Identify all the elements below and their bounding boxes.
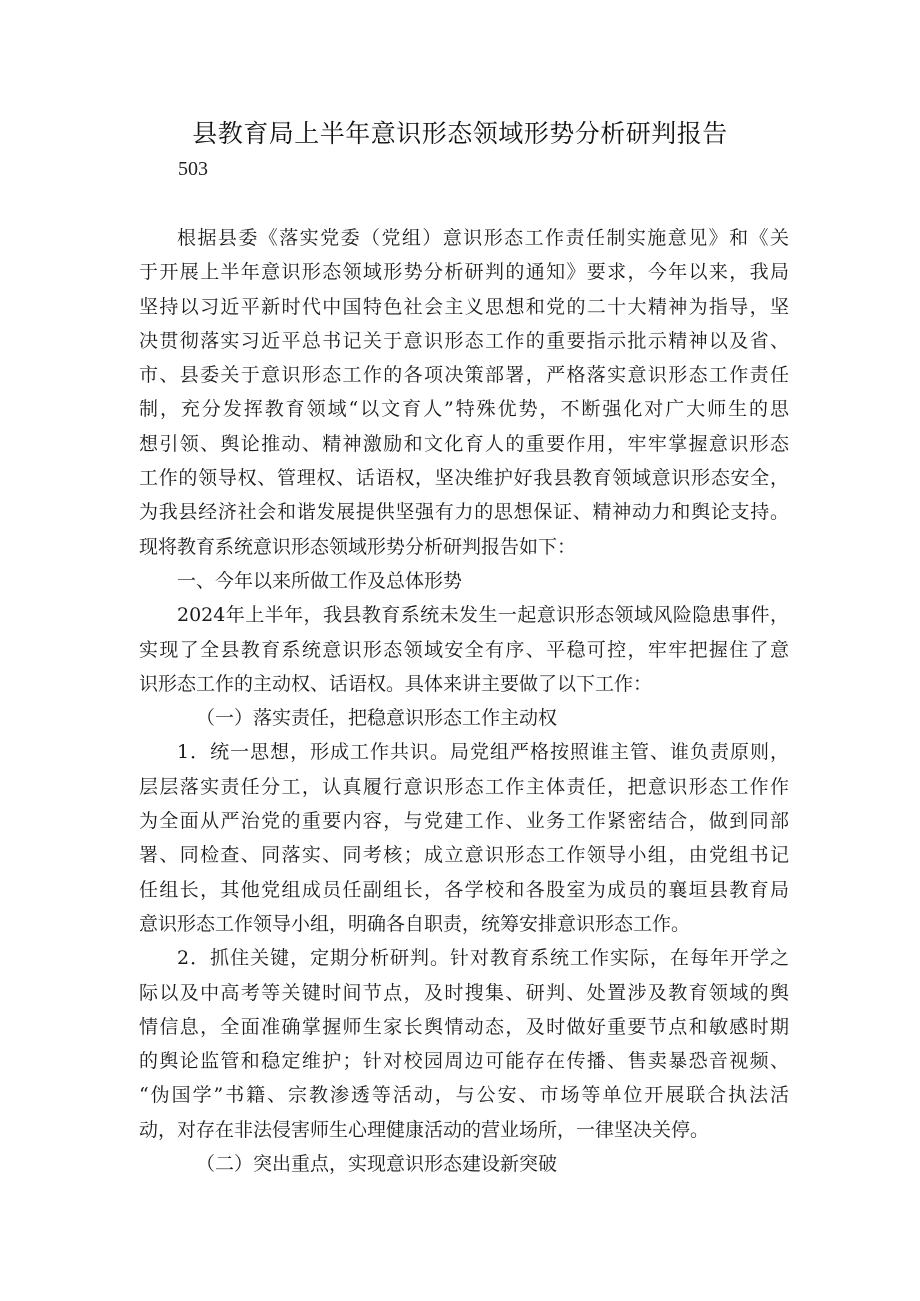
paragraph-line: 根据县委《落实党委（党组）意识形态工作责任制实施意见》和《关 [177,227,789,249]
paragraph-line: 市、县委关于意识形态工作的各项决策部署，严格落实意识形态工作责任 [139,364,789,387]
subsection-heading: （一）落实责任，把稳意识形态工作主动权 [196,707,558,730]
paragraph-line: 坚持以习近平新时代中国特色社会主义思想和党的二十大精神为指导，坚 [139,295,789,318]
paragraph-line: 决贯彻落实习近平总书记关于意识形态工作的重要指示批示精神以及省、 [139,329,789,352]
document-title: 县教育局上半年意识形态领域形势分析研判报告 [192,119,728,148]
paragraph-line: 情信息，全面准确掌握师生家长舆情动态，及时做好重要节点和敏感时期 [139,1015,789,1038]
paragraph-line: 想引领、舆论推动、精神激励和文化育人的重要作用，牢牢掌握意识形态 [139,432,789,455]
paragraph-line: 动，对存在非法侵害师生心理健康活动的营业场所，一律坚决关停。 [139,1118,710,1141]
paragraph-line: 于开展上半年意识形态领域形势分析研判的通知》要求，今年以来，我局 [139,261,789,284]
paragraph-line: 实现了全县教育系统意识形态领域安全有序、平稳可控，牢牢把握住了意 [139,638,789,661]
paragraph-line: 现将教育系统意识形态领域形势分析研判报告如下： [139,535,577,558]
paragraph-line: 的舆论监管和稳定维护；针对校园周边可能存在传播、售卖暴恐音视频、 [139,1050,789,1073]
paragraph-line: 任组长，其他党组成员任副组长，各学校和各股室为成员的襄垣县教育局 [139,878,789,901]
subsection-heading: （二）突出重点，实现意识形态建设新突破 [196,1153,558,1176]
paragraph-line: 制，充分发挥教育领域“以文育人”特殊优势，不断强化对广大师生的思 [139,398,789,421]
paragraph-line: 1．统一思想，形成工作共识。局党组严格按照谁主管、谁负责原则， [177,741,789,764]
document-number: 503 [178,158,208,180]
paragraph-line: 2024年上半年，我县教育系统未发生一起意识形态领域风险隐患事件， [177,604,789,627]
section-heading: 一、今年以来所做工作及总体形势 [177,569,463,592]
paragraph-line: 2．抓住关键，定期分析研判。针对教育系统工作实际，在每年开学之 [177,947,789,970]
paragraph-line: 层层落实责任分工，认真履行意识形态工作主体责任，把意识形态工作作 [139,775,789,798]
paragraph-line: 工作的领导权、管理权、话语权，坚决维护好我县教育领域意识形态安全， [139,467,789,490]
paragraph-line: 际以及中高考等关键时间节点，及时搜集、研判、处置涉及教育领域的舆 [139,981,789,1004]
document-body [139,221,789,1181]
paragraph-line: 署、同检查、同落实、同考核；成立意识形态工作领导小组，由党组书记 [139,844,789,867]
paragraph-line: “伪国学”书籍、宗教渗透等活动，与公安、市场等单位开展联合执法活 [139,1084,789,1107]
paragraph-line: 为全面从严治党的重要内容，与党建工作、业务工作紧密结合，做到同部 [139,810,789,833]
paragraph-line: 识形态工作的主动权、话语权。具体来讲主要做了以下工作： [139,672,653,695]
paragraph-line: 意识形态工作领导小组，明确各自职责，统筹安排意识形态工作。 [139,912,691,935]
paragraph-line: 为我县经济社会和谐发展提供坚强有力的思想保证、精神动力和舆论支持。 [139,501,789,524]
